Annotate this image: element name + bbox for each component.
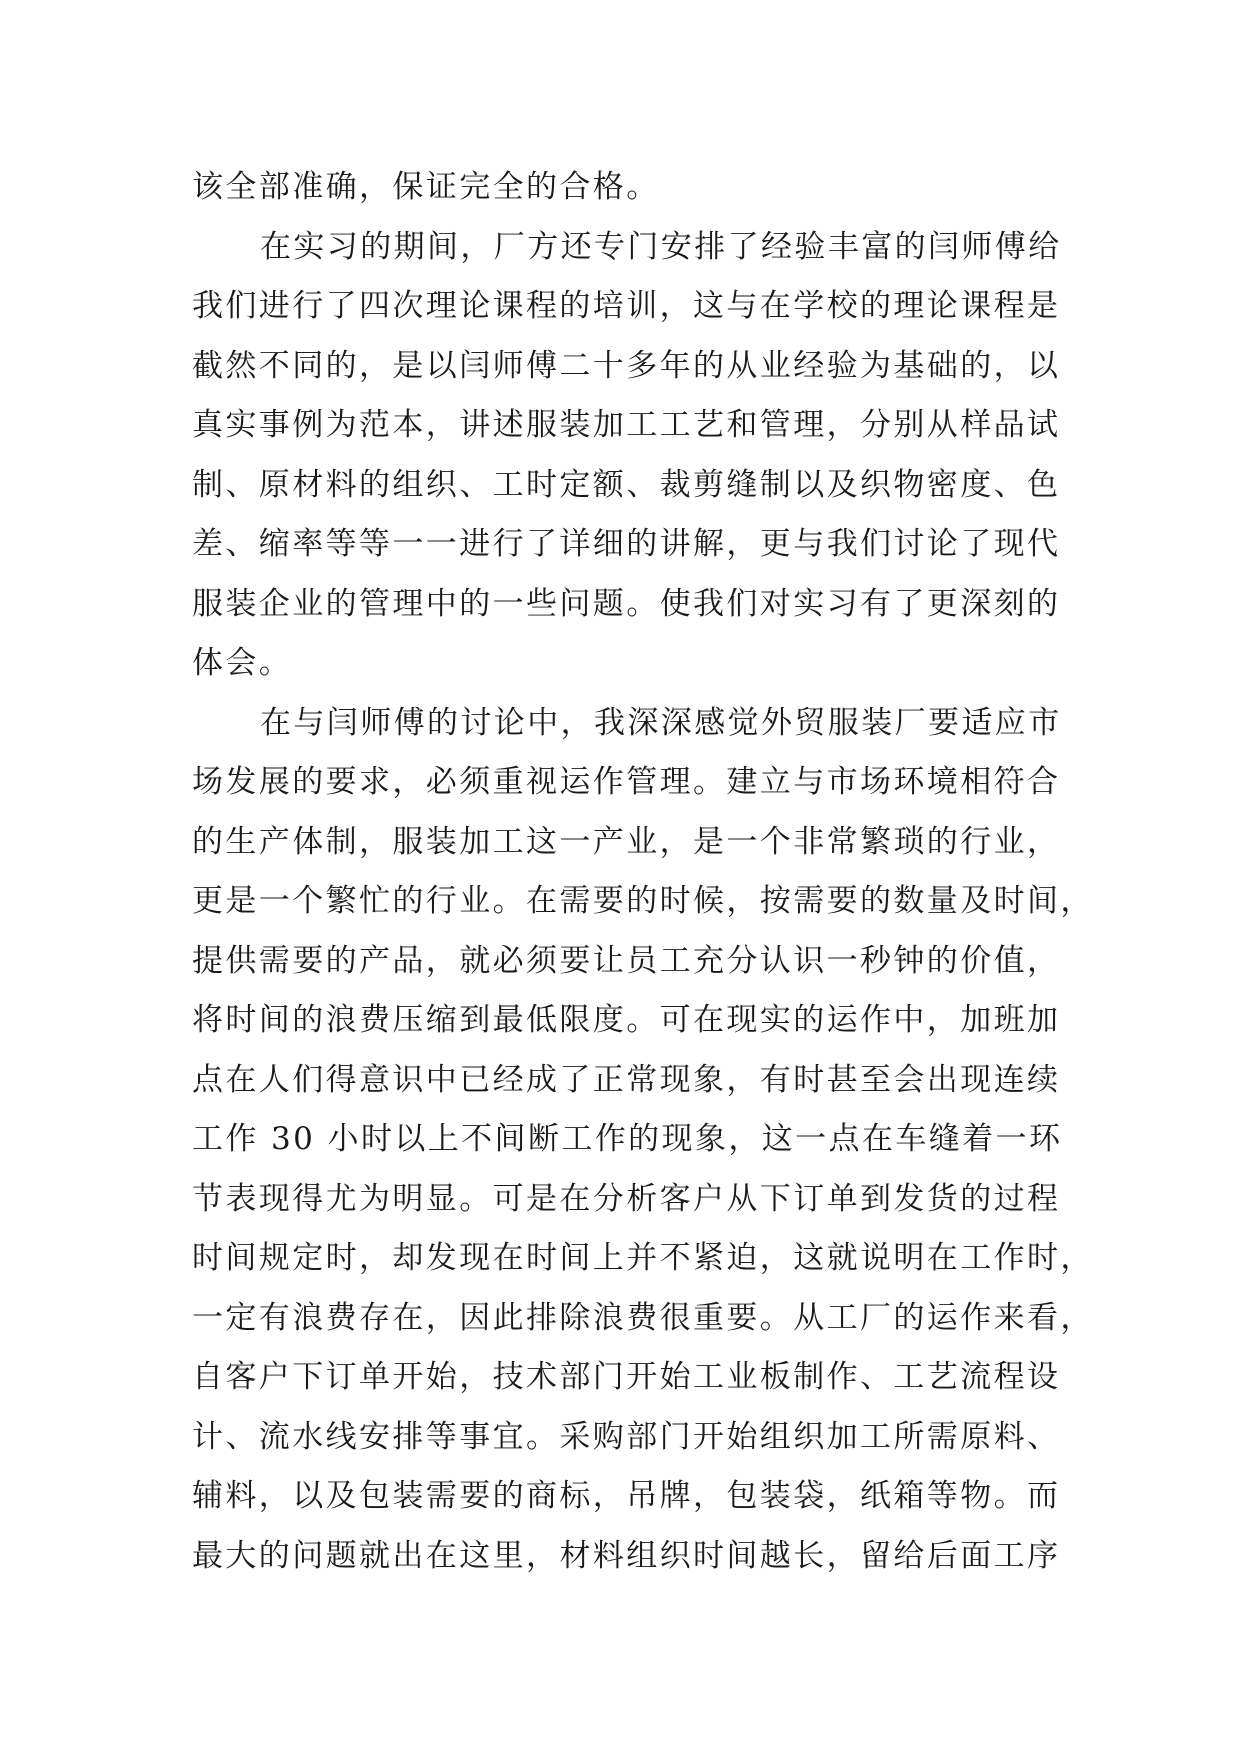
text-line: 提供需要的产品，就必须要让员工充分认识一秒钟的价值，	[192, 942, 1061, 979]
paragraph-first-line: 在与闫师傅的讨论中，我深深感觉外贸服装厂要适应市	[260, 704, 1062, 741]
text-line: 节表现得尤为明显。可是在分析客户从下订单到发货的过程	[192, 1180, 1061, 1217]
text-line: 的生产体制，服装加工这一产业，是一个非常繁琐的行业，	[192, 823, 1061, 860]
text-line: 时间规定时，却发现在时间上并不紧迫，这就说明在工作时，	[192, 1240, 1094, 1276]
text-line: 一定有浪费存在，因此排除浪费很重要。从工厂的运作来看，	[192, 1299, 1094, 1336]
text-line: 差、缩率等等一一进行了详细的讲解，更与我们讨论了现代	[192, 526, 1061, 562]
text-line: 截然不同的，是以闫师傅二十多年的从业经验为基础的，以	[192, 347, 1061, 384]
text-line: 点在人们得意识中已经成了正常现象，有时甚至会出现连续	[192, 1061, 1061, 1098]
text-line: 工作 30 小时以上不间断工作的现象，这一点在车缝着一环	[192, 1121, 1063, 1157]
text-line: 我们进行了四次理论课程的培训，这与在学校的理论课程是	[192, 288, 1061, 324]
body-text	[192, 158, 1094, 1586]
text-line: 最大的问题就出在这里，材料组织时间越长，留给后面工序	[192, 1537, 1061, 1574]
text-line: 自客户下订单开始，技术部门开始工业板制作、工艺流程设	[192, 1359, 1061, 1395]
text-line: 场发展的要求，必须重视运作管理。建立与市场环境相符合	[192, 764, 1061, 800]
text-line: 服装企业的管理中的一些问题。使我们对实习有了更深刻的	[192, 585, 1061, 622]
text-line: 真实事例为范本，讲述服装加工工艺和管理，分别从样品试	[192, 407, 1061, 443]
text-line: 制、原材料的组织、工时定额、裁剪缝制以及织物密度、色	[192, 466, 1061, 503]
text-line: 该全部准确，保证完全的合格。	[192, 169, 660, 205]
text-line: 体会。	[192, 645, 293, 681]
text-line: 计、流水线安排等事宜。采购部门开始组织加工所需原料、	[192, 1418, 1061, 1455]
text-line: 更是一个繁忙的行业。在需要的时候，按需要的数量及时间，	[192, 883, 1094, 919]
text-line: 将时间的浪费压缩到最低限度。可在现实的运作中，加班加	[192, 1002, 1061, 1038]
paragraph-first-line: 在实习的期间，厂方还专门安排了经验丰富的闫师傅给	[260, 228, 1062, 265]
text-line: 辅料，以及包装需要的商标，吊牌，包装袋，纸箱等物。而	[192, 1478, 1061, 1514]
